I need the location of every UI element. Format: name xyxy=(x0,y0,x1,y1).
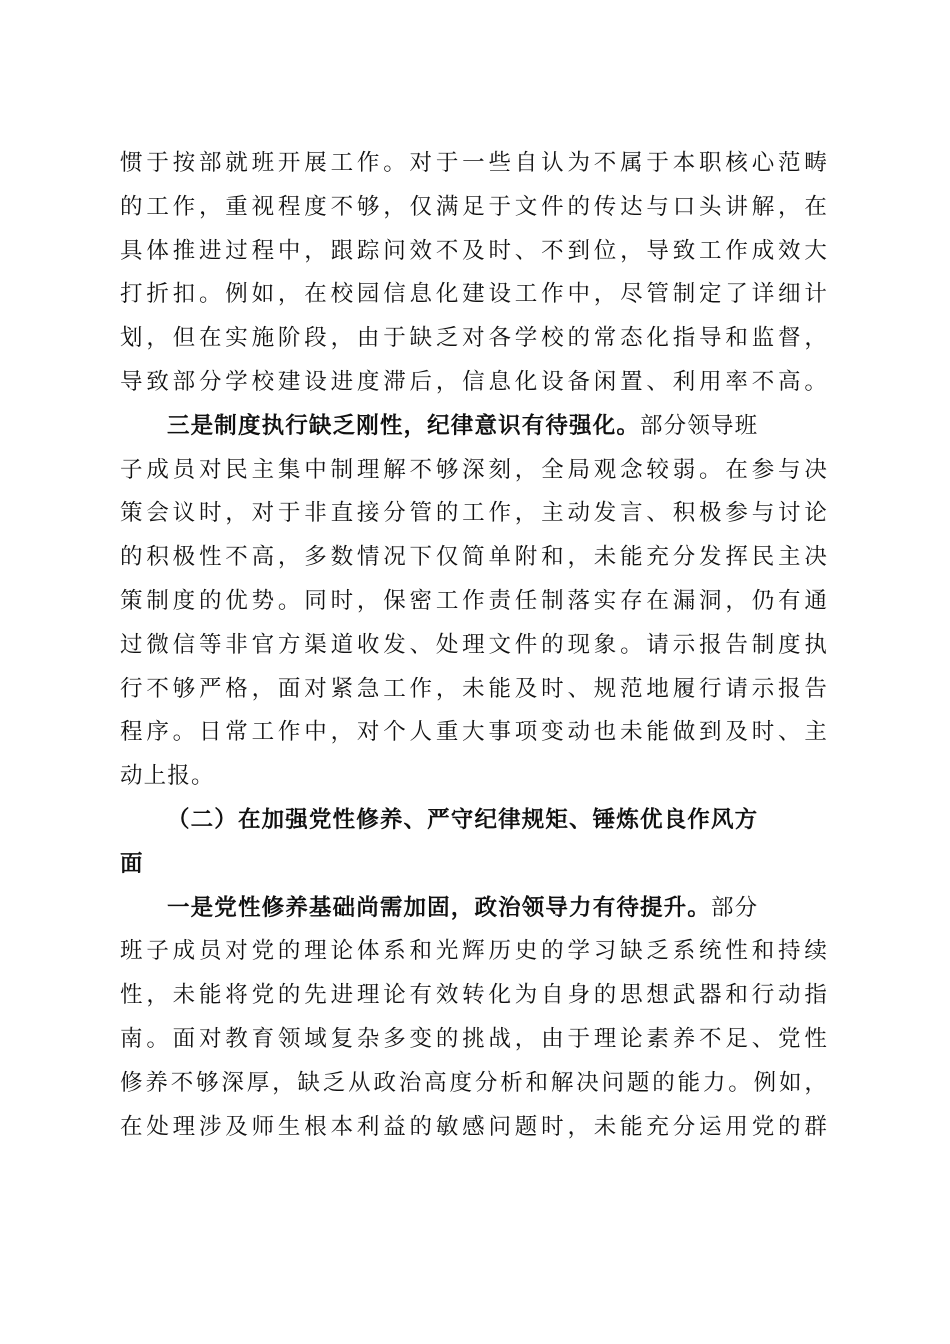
text-line: 在处理涉及师生根本利益的敏感问题时，未能充分运用党的群 xyxy=(120,1113,828,1140)
text-line: 程序。日常工作中，对个人重大事项变动也未能做到及时、主 xyxy=(120,719,828,746)
text-line: 的积极性不高，多数情况下仅简单附和，未能充分发挥民主决 xyxy=(120,544,828,571)
text-line: 子成员对民主集中制理解不够深刻，全局观念较弱。在参与决 xyxy=(120,456,828,483)
text-line: 南。面对教育领域复杂多变的挑战，由于理论素养不足、党性 xyxy=(120,1025,828,1052)
text-line: 动上报。 xyxy=(120,763,215,790)
paragraph-discipline xyxy=(120,405,828,799)
document-body xyxy=(120,142,828,1149)
text-line: 修养不够深厚，缺乏从政治高度分析和解决问题的能力。例如， xyxy=(120,1069,828,1096)
paragraph-lead-heading: 三是制度执行缺乏刚性，纪律意识有待强化。 xyxy=(167,412,641,439)
text-line: 惯于按部就班开展工作。对于一些自认为不属于本职核心范畴 xyxy=(120,150,828,176)
text-line: 打折扣。例如，在校园信息化建设工作中，尽管制定了详细计 xyxy=(120,281,828,308)
paragraph-party-cultivation xyxy=(120,887,828,1150)
text-line: 行不够严格，面对紧急工作，未能及时、规范地履行请示报告 xyxy=(120,675,828,702)
text-line: 划，但在实施阶段，由于缺乏对各学校的常态化指导和监督， xyxy=(120,325,828,352)
text-line: 性，未能将党的先进理论有效转化为自身的思想武器和行动指 xyxy=(120,982,828,1009)
text-line: 策会议时，对于非直接分管的工作，主动发言、积极参与讨论 xyxy=(120,500,828,527)
paragraph-first-line xyxy=(120,405,828,449)
text-line: 班子成员对党的理论体系和光辉历史的学习缺乏系统性和持续 xyxy=(120,938,828,965)
text-line: 策制度的优势。同时，保密工作责任制落实存在漏洞，仍有通 xyxy=(120,587,828,614)
section-heading-line: 面 xyxy=(120,850,144,877)
text-line: 过微信等非官方渠道收发、处理文件的现象。请示报告制度执 xyxy=(120,631,828,658)
paragraph-lead-heading: 一是党性修养基础尚需加固，政治领导力有待提升。 xyxy=(167,894,711,921)
text-line: 的工作，重视程度不够，仅满足于文件的传达与口头讲解，在 xyxy=(120,193,828,220)
text-line: 导致部分学校建设进度滞后，信息化设备闲置、利用率不高。 xyxy=(120,368,828,395)
paragraph-continuation xyxy=(120,142,828,405)
paragraph-first-line xyxy=(120,887,828,931)
text-fragment: 部分 xyxy=(710,894,759,921)
text-fragment: 部分领导班 xyxy=(640,412,759,439)
section-heading-line: （二）在加强党性修养、严守纪律规矩、锤炼优良作风方 xyxy=(167,806,759,833)
section-heading xyxy=(120,799,828,887)
text-line: 具体推进过程中，跟踪问效不及时、不到位，导致工作成效大 xyxy=(120,237,828,264)
